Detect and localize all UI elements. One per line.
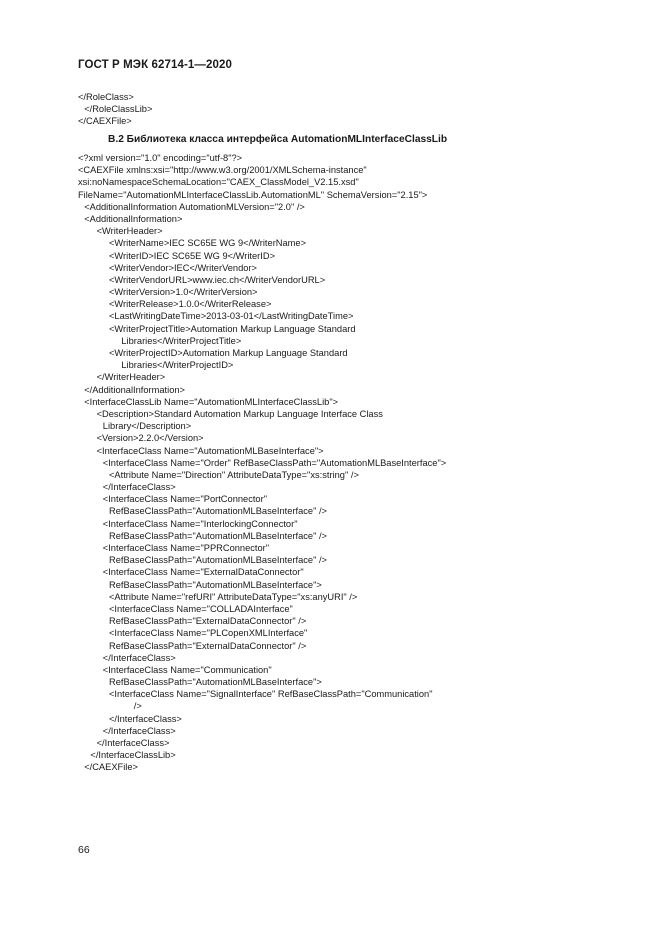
code-line: </WriterHeader>	[96, 372, 166, 383]
code-line: <Attribute Name="Direction" AttributeDataType="xs:string" />	[109, 469, 359, 480]
code-line: <InterfaceClass Name="ExternalDataConnector"	[102, 567, 304, 578]
section-title: B.2 Библиотека класса интерфейса AutomationMLInterfaceClassLib	[108, 134, 448, 145]
code-line: </CAEXFile>	[84, 762, 138, 773]
code-line: Library</Description>	[102, 421, 192, 432]
code-line: <Description>Standard Automation Markup Language Interface Class	[96, 408, 383, 419]
code-line: Libraries</WriterProjectTitle>	[121, 335, 242, 346]
code-line: </RoleClass>	[78, 92, 134, 102]
code-line: </RoleClassLib>	[84, 104, 153, 115]
code-line: <InterfaceClass Name="SignalInterface" RefBaseClassPath="Communication"	[109, 689, 433, 700]
code-line: </InterfaceClass>	[102, 652, 176, 663]
code-line: </InterfaceClass>	[102, 482, 176, 493]
page-number: 66	[78, 844, 90, 856]
code-line: <InterfaceClass Name="AutomationMLBaseInterface">	[96, 445, 324, 456]
code-line: </InterfaceClass>	[102, 725, 176, 736]
code-line: <InterfaceClassLib Name="AutomationMLInterfaceClassLib">	[84, 396, 339, 407]
code-line: FileName="AutomationMLInterfaceClassLib.AutomationML" SchemaVersion="2.15">	[78, 189, 428, 200]
code-line: <WriterHeader>	[96, 226, 163, 237]
code-line: </InterfaceClassLib>	[90, 750, 176, 761]
code-line: <WriterProjectID>Automation Markup Language Standard	[109, 348, 348, 358]
code-line: </InterfaceClass>	[96, 738, 170, 748]
code-line: RefBaseClassPath="AutomationMLBaseInterface" />	[109, 555, 327, 566]
code-line: <InterfaceClass Name="PortConnector"	[102, 494, 268, 505]
code-line: <WriterName>IEC SC65E WG 9</WriterName>	[109, 238, 307, 249]
code-line: xsi:noNamespaceSchemaLocation="CAEX_ClassModel_V2.15.xsd"	[78, 177, 359, 188]
code-line: RefBaseClassPath="AutomationMLBaseInterface" />	[109, 530, 327, 541]
code-line: RefBaseClassPath="ExternalDataConnector" />	[109, 616, 307, 627]
code-line: />	[133, 701, 142, 712]
xml-code-listing	[0, 152, 661, 774]
code-line: RefBaseClassPath="AutomationMLBaseInterface">	[109, 579, 322, 590]
code-line: <AdditionalInformation>	[84, 213, 183, 224]
code-line: RefBaseClassPath="ExternalDataConnector" />	[109, 640, 307, 651]
code-line: <WriterVersion>1.0</WriterVersion>	[109, 287, 258, 298]
code-line: RefBaseClassPath="AutomationMLBaseInterface" />	[109, 506, 327, 517]
code-line: <?xml version="1.0" encoding="utf-8"?>	[78, 153, 243, 163]
code-line: </InterfaceClass>	[109, 713, 182, 724]
code-line: <Attribute Name="refURI" AttributeDataType="xs:anyURI" />	[109, 591, 358, 602]
document-header: ГОСТ Р МЭК 62714-1—2020	[78, 59, 232, 71]
code-line: </AdditionalInformation>	[84, 384, 185, 395]
code-line: <LastWritingDateTime>2013-03-01</LastWritingDateTime>	[109, 311, 354, 322]
code-line: <WriterID>IEC SC65E WG 9</WriterID>	[109, 250, 276, 261]
code-line: Libraries</WriterProjectID>	[121, 360, 234, 371]
code-line: </CAEXFile>	[78, 116, 132, 127]
code-line: <InterfaceClass Name="Communication"	[102, 664, 272, 675]
code-line: <InterfaceClass Name="PLCopenXMLInterface"	[109, 628, 308, 639]
code-line: <Version>2.2.0</Version>	[96, 433, 204, 444]
code-line: <WriterVendorURL>www.iec.ch</WriterVendorURL>	[109, 274, 326, 285]
code-line: <InterfaceClass Name="PPRConnector"	[102, 543, 270, 553]
code-line: <InterfaceClass Name="Order" RefBaseClassPath="AutomationMLBaseInterface">	[102, 457, 447, 468]
code-line: RefBaseClassPath="AutomationMLBaseInterface">	[109, 677, 322, 688]
code-line: <CAEXFile xmlns:xsi="http://www.w3.org/2001/XMLSchema-instance"	[78, 165, 367, 176]
code-line: <WriterRelease>1.0.0</WriterRelease>	[109, 299, 272, 310]
preceding-code-block	[0, 91, 661, 128]
code-line: <InterfaceClass Name="InterlockingConnector"	[102, 518, 298, 529]
code-line: <WriterProjectTitle>Automation Markup Language Standard	[109, 323, 356, 334]
code-line: <InterfaceClass Name="COLLADAInterface"	[109, 603, 293, 614]
code-line: <AdditionalInformation AutomationMLVersion="2.0" />	[84, 201, 305, 212]
code-line: <WriterVendor>IEC</WriterVendor>	[109, 262, 257, 273]
